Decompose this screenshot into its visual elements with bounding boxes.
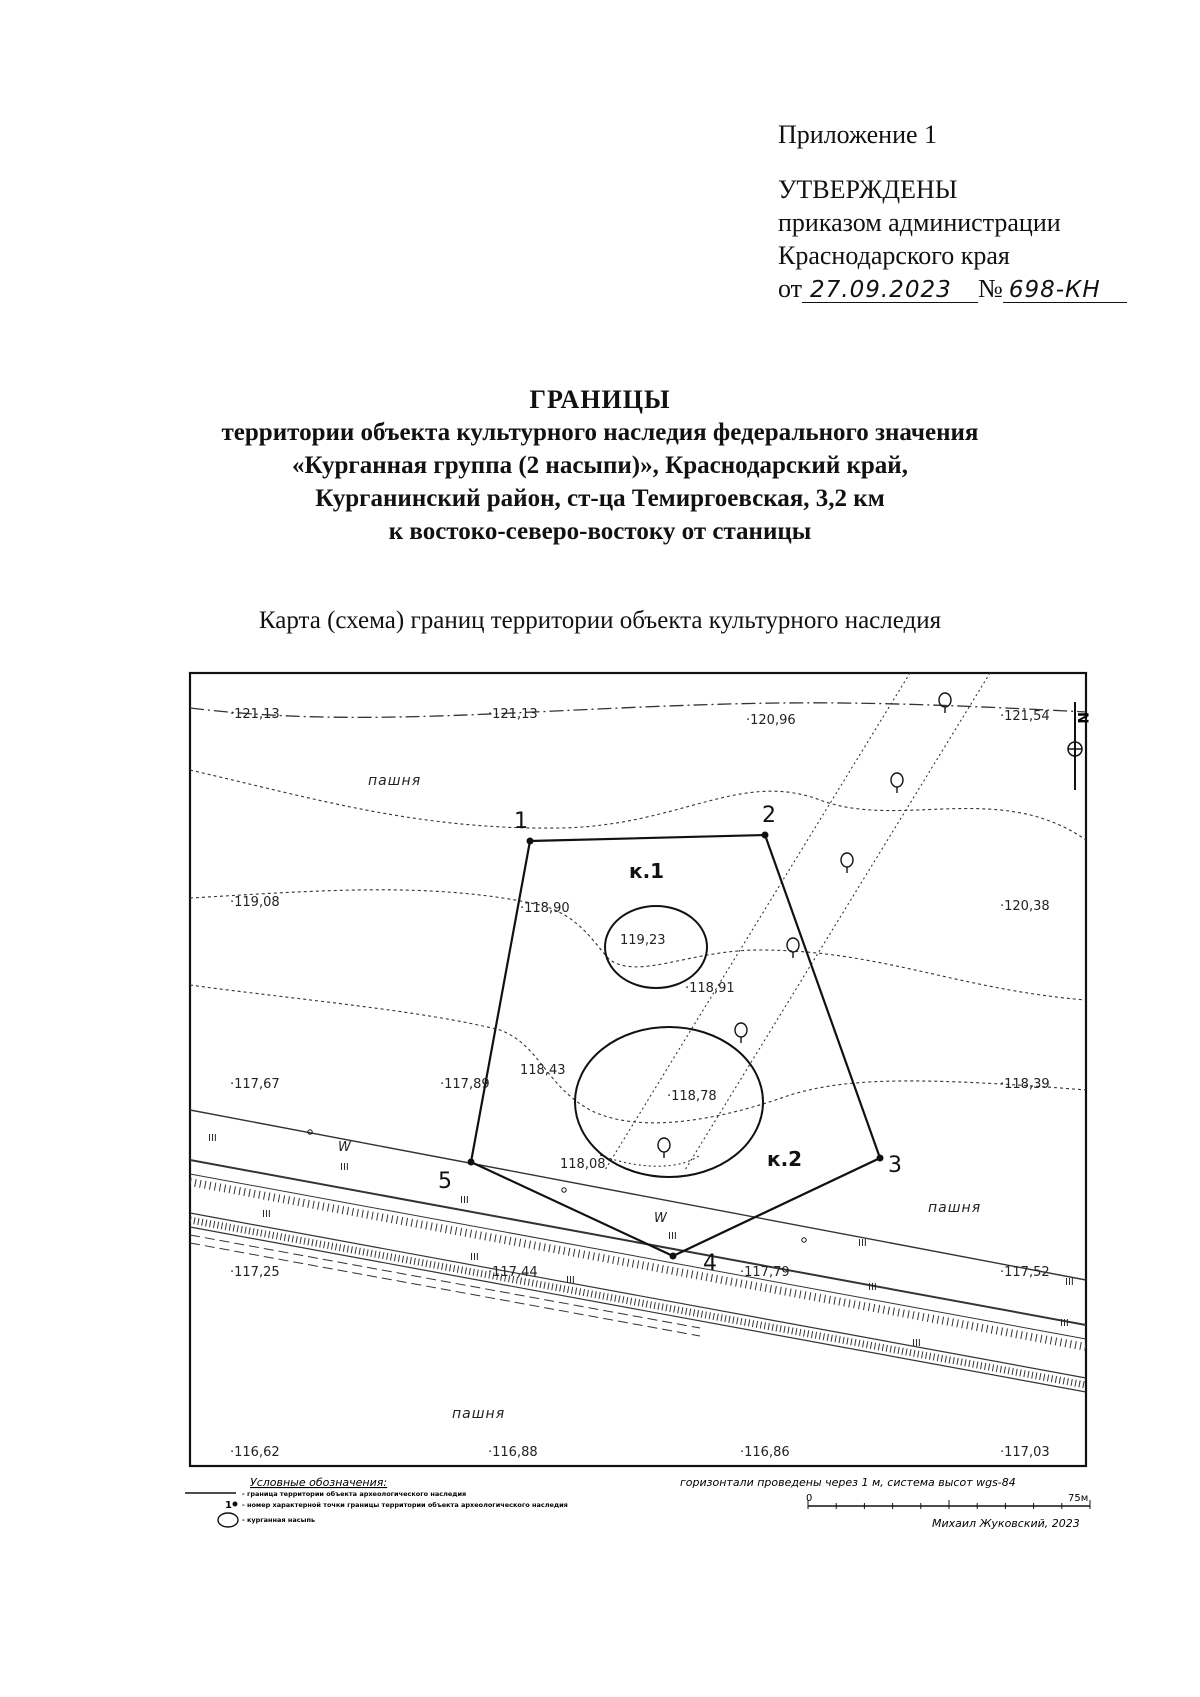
mound-label: к.2 <box>767 1147 803 1171</box>
tree-icon <box>841 853 853 873</box>
elevation-mark: ·116,86 <box>740 1445 790 1460</box>
elevation-mark: ·118,78 <box>667 1089 717 1104</box>
elevation-mark: ·116,88 <box>488 1445 538 1460</box>
boundary-point-label: 1 <box>514 809 528 834</box>
approval-line-1: приказом администрации <box>778 208 1061 237</box>
elevation-mark: ·121,54 <box>1000 709 1050 724</box>
title-line-3: Курганинский район, ст-ца Темиргоевская, 3,2 км <box>315 485 885 512</box>
map-subtitle: Карта (схема) границ территории объекта культурного наследия <box>258 607 942 634</box>
boundary-point-marker <box>762 832 769 839</box>
forest-belt-edge <box>685 673 990 1170</box>
boundary-point-label: 5 <box>438 1169 452 1194</box>
meadow-mark: III <box>208 1133 217 1144</box>
pipeline-line <box>190 1110 1086 1280</box>
map-frame <box>190 673 1086 1466</box>
meadow-mark: III <box>566 1275 575 1286</box>
legend-item-mound: - курганная насыпь <box>242 1516 316 1524</box>
meadow-mark: III <box>460 1195 469 1206</box>
elevation-mark: ·117,89 <box>440 1077 490 1092</box>
land-use-label: пашня <box>368 773 422 789</box>
title-line-1: территории объекта культурного наследия федерального значения <box>221 419 979 446</box>
elevation-mark: ·121,13 <box>230 707 280 722</box>
elevation-mark: 118,08 <box>560 1157 606 1172</box>
boundary-point-label: 4 <box>703 1251 717 1276</box>
title-heading: ГРАНИЦЫ <box>529 385 671 414</box>
meadow-mark: III <box>858 1238 867 1249</box>
mound-label: к.1 <box>629 859 665 883</box>
pipeline-marker <box>802 1238 806 1242</box>
legend-item-point: - номер характерной точки границы территории объекта археологического наследия <box>242 1501 568 1509</box>
forest-belt-edge <box>605 673 910 1170</box>
north-label: N <box>1074 712 1090 724</box>
contour-line <box>190 703 1086 718</box>
approved-label: УТВЕРЖДЕНЫ <box>778 175 958 204</box>
elevation-mark: 119,23 <box>620 933 666 948</box>
contour-line <box>600 1155 700 1166</box>
scale-end: 75м <box>1068 1493 1089 1504</box>
meadow-mark: III <box>912 1338 921 1349</box>
elevation-mark: ·118,90 <box>520 901 570 916</box>
road-edge <box>190 1243 700 1336</box>
legend-point-symbol: 1 <box>225 1500 232 1511</box>
elevation-mark: ·117,79 <box>740 1265 790 1280</box>
elevation-mark: ·117,25 <box>230 1265 280 1280</box>
appendix-label: Приложение 1 <box>778 120 938 149</box>
elevation-mark: ·118,91 <box>685 981 735 996</box>
author-credit: Михаил Жуковский, 2023 <box>932 1517 1080 1530</box>
land-use-label: пашня <box>928 1200 982 1216</box>
meadow-mark: III <box>1065 1277 1074 1288</box>
legend-item-boundary: - граница территории объекта археологического наследия <box>242 1490 467 1498</box>
elevation-mark: ·116,62 <box>230 1445 280 1460</box>
tree-icon <box>658 1138 670 1158</box>
land-use-label: пашня <box>452 1406 506 1422</box>
pipeline-mark: W <box>338 1140 351 1155</box>
railway-rail <box>190 1213 1086 1378</box>
elevation-mark: ·117,67 <box>230 1077 280 1092</box>
tree-icon <box>891 773 903 793</box>
boundary-point-marker <box>527 838 534 845</box>
from-prefix: от <box>778 274 803 303</box>
meadow-mark: III <box>668 1231 677 1242</box>
order-number: 698-КН <box>1003 278 1127 303</box>
elevation-mark: 118,43 <box>520 1063 566 1078</box>
elevation-mark: ·117,52 <box>1000 1265 1050 1280</box>
elevation-mark: ·118,39 <box>1000 1077 1050 1092</box>
pipeline-marker <box>562 1188 566 1192</box>
contour-note: горизонтали проведены через 1 м, система высот wgs-84 <box>680 1476 1016 1489</box>
tree-icon <box>939 693 951 713</box>
meadow-mark: III <box>340 1162 349 1173</box>
boundary-point-label: 3 <box>888 1153 902 1178</box>
tree-icon <box>735 1023 747 1043</box>
contour-line <box>190 770 1086 840</box>
meadow-mark: III <box>868 1282 877 1293</box>
heritage-boundary <box>471 835 880 1256</box>
boundary-point-marker <box>670 1253 677 1260</box>
elevation-mark: ·119,08 <box>230 895 280 910</box>
title-line-4: к востоко-северо-востоку от станицы <box>388 518 812 545</box>
boundary-point-label: 2 <box>762 803 776 828</box>
elevation-mark: ·120,38 <box>1000 899 1050 914</box>
order-date: 27.09.2023 <box>802 278 978 303</box>
meadow-mark: III <box>470 1252 479 1263</box>
railway-rail <box>190 1174 1086 1339</box>
number-prefix: № <box>978 274 1003 303</box>
boundary-point-marker <box>468 1159 475 1166</box>
meadow-mark: III <box>262 1209 271 1220</box>
boundary-point-marker <box>877 1155 884 1162</box>
railway-ties <box>190 1220 1086 1385</box>
road-edge <box>190 1235 700 1328</box>
scale-start: 0 <box>806 1493 813 1504</box>
railway-rail <box>190 1227 1086 1392</box>
elevation-mark: ·120,96 <box>746 713 796 728</box>
elevation-mark: ·117,03 <box>1000 1445 1050 1460</box>
pipeline-mark: W <box>654 1211 667 1226</box>
elevation-mark: ·117,44 <box>488 1265 538 1280</box>
title-line-2: «Курганная группа (2 насыпи)», Краснодарский край, <box>292 452 908 479</box>
approval-line-2: Краснодарского края <box>778 241 1010 270</box>
elevation-mark: ·121,13 <box>488 707 538 722</box>
tree-icon <box>787 938 799 958</box>
legend-title: Условные обозначения: <box>250 1476 388 1489</box>
meadow-mark: III <box>1060 1318 1069 1329</box>
contour-line <box>190 985 1086 1123</box>
